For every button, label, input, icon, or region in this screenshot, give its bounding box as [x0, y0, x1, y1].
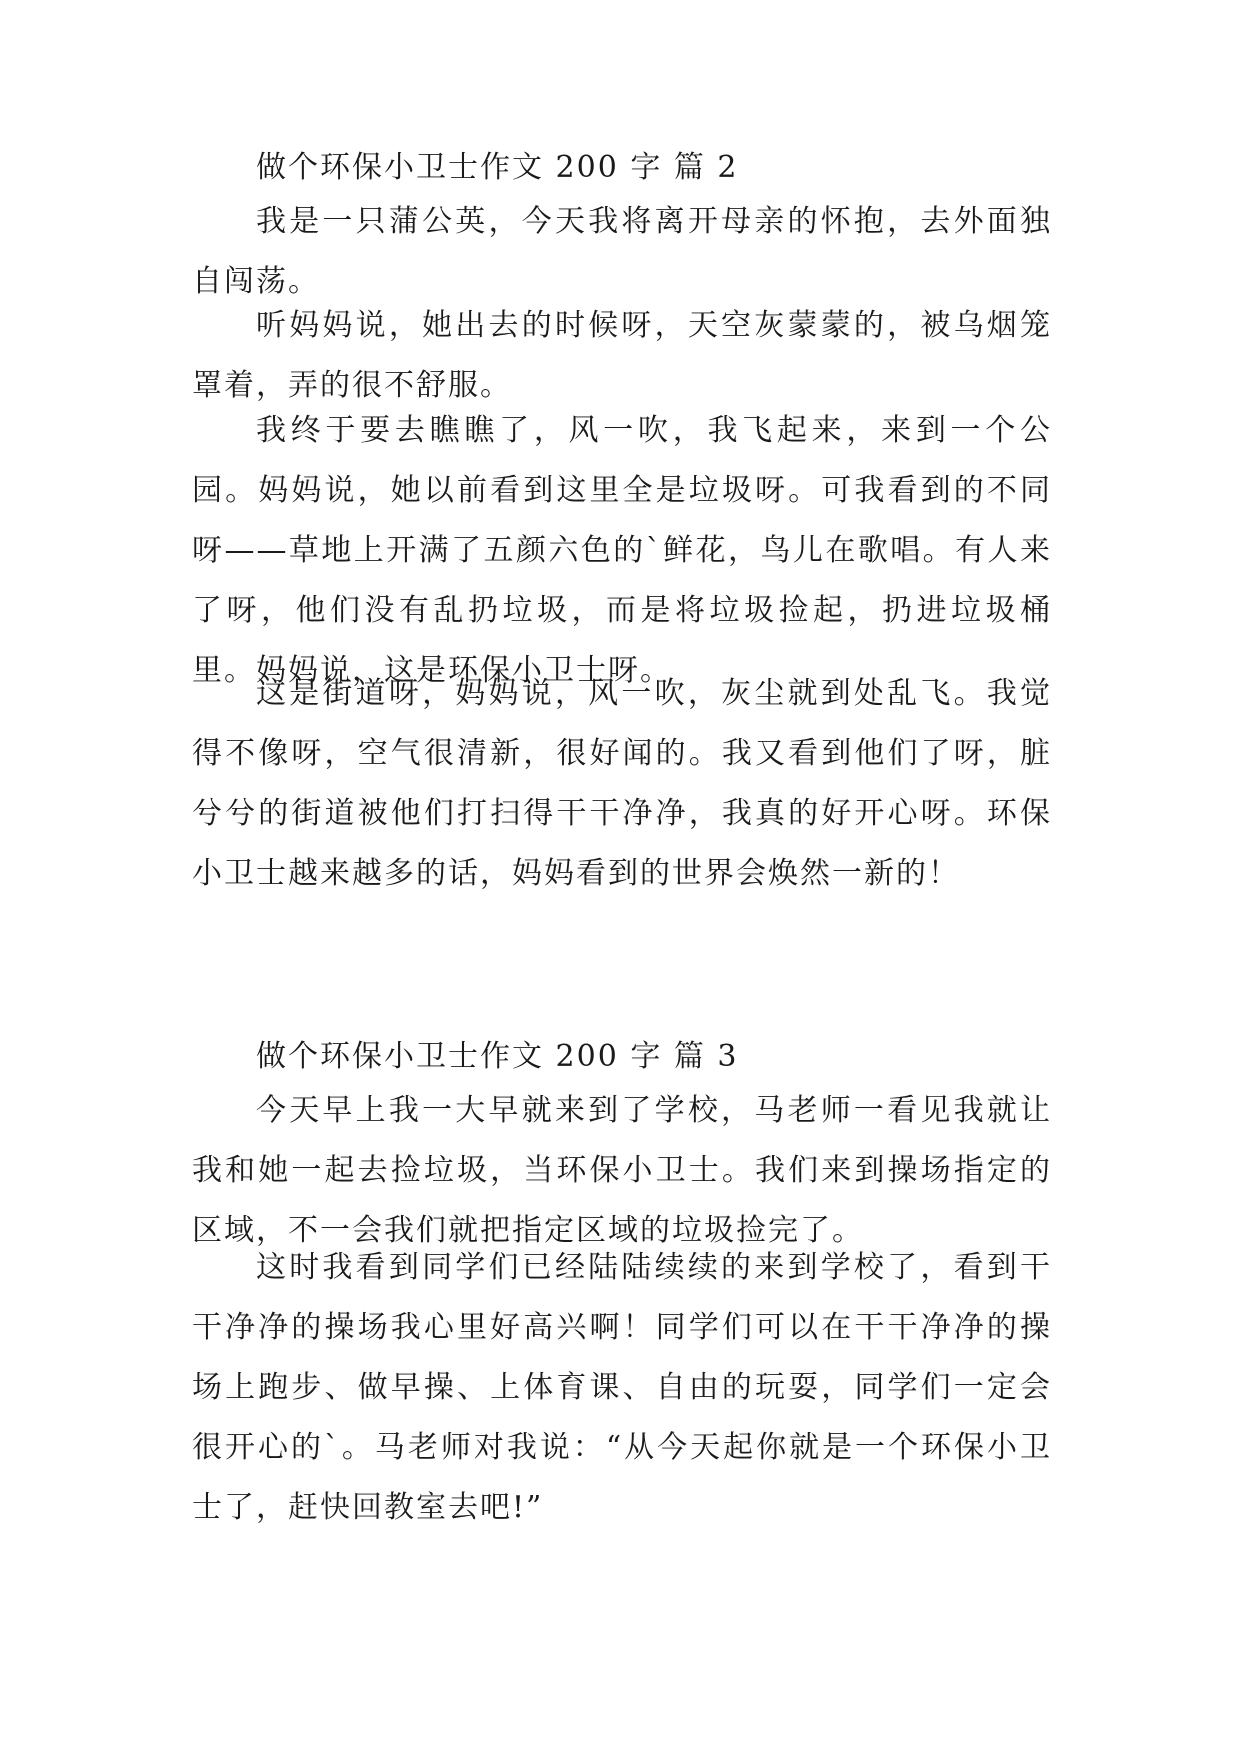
section-3-title: 做个环保小卫士作文 200 字 篇 3 — [256, 1039, 739, 1074]
section-3-paragraph-2: 这时我看到同学们已经陆陆续续的来到学校了，看到干干净净的操场我心里好高兴啊！同学们可以在干干净净的操场上跑步、做早操、上体育课、自由的玩耍，同学们一定会很开心的`。马老师对我说：“从今天起你就是一个环保小卫士了，赶快回教室去吧!” — [192, 1250, 1052, 1525]
section-2-paragraph-2: 听妈妈说，她出去的时候呀，天空灰蒙蒙的，被乌烟笼罩着，弄的很不舒服。 — [192, 308, 1052, 403]
section-2-paragraph-1: 我是一只蒲公英，今天我将离开母亲的怀抱，去外面独自闯荡。 — [192, 204, 1052, 299]
section-2-title: 做个环保小卫士作文 200 字 篇 2 — [256, 150, 739, 185]
section-3-paragraph-1: 今天早上我一大早就来到了学校，马老师一看见我就让我和她一起去捡垃圾，当环保小卫士。我们来到操场指定的区域，不一会我们就把指定区域的垃圾捡完了。 — [192, 1093, 1052, 1248]
section-2-paragraph-4: 这是街道呀，妈妈说，风一吹，灰尘就到处乱飞。我觉得不像呀，空气很清新，很好闻的。我又看到他们了呀，脏兮兮的街道被他们打扫得干干净净，我真的好开心呀。环保小卫士越来越多的话，妈妈看到的世界会焕然一新的！ — [192, 676, 1052, 891]
section-2-paragraph-3: 我终于要去瞧瞧了，风一吹，我飞起来，来到一个公园。妈妈说，她以前看到这里全是垃圾呀。可我看到的不同呀——草地上开满了五颜六色的`鲜花，鸟儿在歌唱。有人来了呀，他们没有乱扔垃圾，而是将垃圾捡起，扔进垃圾桶里。妈妈说，这是环保小卫士呀。 — [192, 413, 1052, 688]
